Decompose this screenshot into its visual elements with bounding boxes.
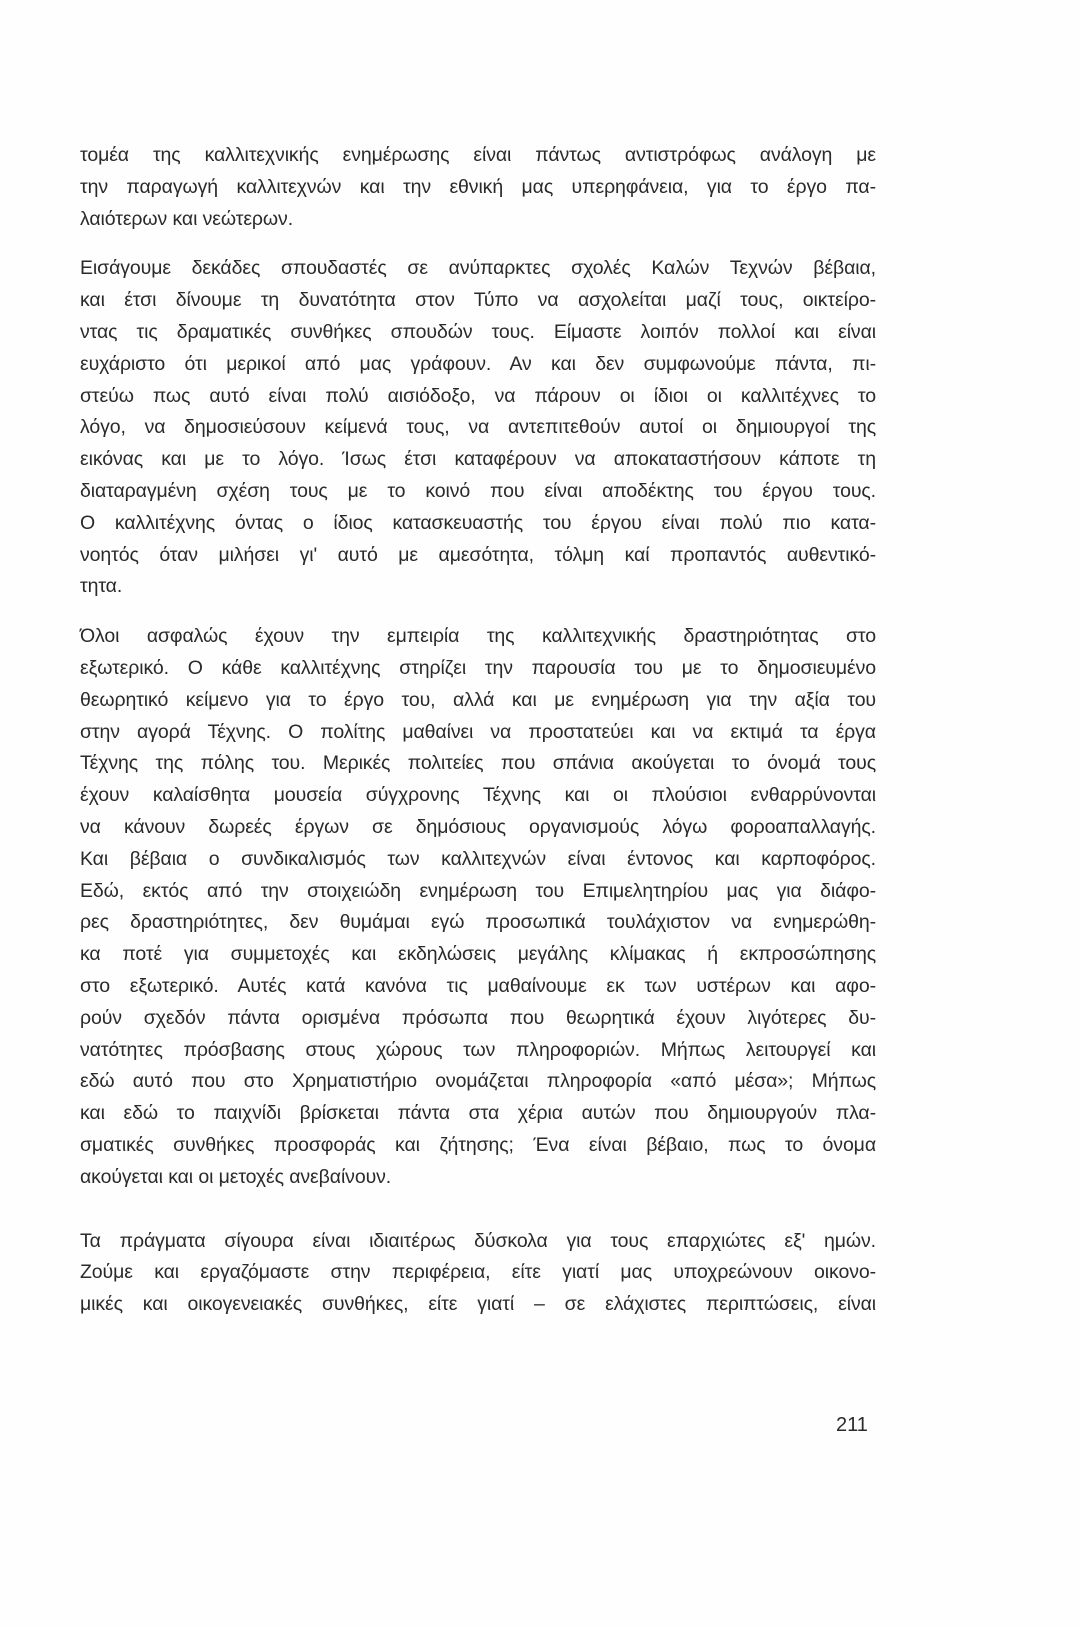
text-line: Και βέβαια ο συνδικαλισμός των καλλιτεχνών είναι έντονος και καρποφόρος.: [80, 847, 876, 870]
text-line: ακούγεται και οι μετοχές ανεβαίνουν.: [80, 1165, 392, 1188]
text-line: εδώ αυτό που στο Χρηματιστήριο ονομάζεται πληροφορία «από μέσα»; Μήπως: [80, 1070, 876, 1093]
text-line: Ο καλλιτέχνης όντας ο ίδιος κατασκευαστής του έργου είναι πολύ πιο κατα-: [80, 511, 876, 534]
text-line: νατότητες πρόσβασης στους χώρους των πληροφοριών. Μήπως λειτουργεί και: [80, 1038, 876, 1061]
text-line: έχουν καλαίσθητα μουσεία σύγχρονης Τέχνης και οι πλούσιοι ενθαρρύνονται: [80, 784, 876, 807]
text-line: ντας τις δραματικές συνθήκες σπουδών τους. Είμαστε λοιπόν πολλοί και είναι: [80, 320, 876, 343]
page-number: 211: [836, 1414, 868, 1436]
text-line: μικές και οικογενειακές συνθήκες, είτε γιατί – σε ελάχιστες περιπτώσεις, είναι: [80, 1293, 876, 1316]
text-line: λαιότερων και νεώτερων.: [80, 207, 294, 230]
text-line: στεύω πως αυτό είναι πολύ αισιόδοξο, να πάρουν οι ίδιοι οι καλλιτέχνες το: [80, 384, 876, 407]
text-line: την παραγωγή καλλιτεχνών και την εθνική μας υπερηφάνεια, για το έργο πα-: [80, 175, 876, 198]
text-line: Όλοι ασφαλώς έχουν την εμπειρία της καλλιτεχνικής δραστηριότητας στο: [80, 625, 876, 648]
text-line: ρούν σχεδόν πάντα ορισμένα πρόσωπα που θεωρητικά έχουν λιγότερες δυ-: [80, 1006, 876, 1029]
text-line: ευχάριστο ότι μερικοί από μας γράφουν. Αν και δεν συμφωνούμε πάντα, πι-: [80, 352, 876, 375]
text-line: Ζούμε και εργαζόμαστε στην περιφέρεια, είτε γιατί μας υποχρεώνουν οικονο-: [80, 1261, 876, 1284]
text-line: και έτσι δίνουμε τη δυνατότητα στον Τύπο να ασχολείται μαζί τους, οικτείρο-: [80, 289, 876, 312]
text-line: ρες δραστηριότητες, δεν θυμάμαι εγώ προσωπικά τουλάχιστον να ενημερώθη-: [80, 911, 876, 934]
paragraph-spacer: [80, 603, 876, 621]
paragraph-spacer: [80, 1194, 876, 1226]
paragraph: [80, 621, 876, 1193]
text-line: κα ποτέ για συμμετοχές και εκδηλώσεις μεγάλης κλίμακας ή εκπροσώπησης: [80, 943, 876, 966]
text-line: τητα.: [80, 575, 123, 598]
paragraph: [80, 1226, 876, 1321]
text-line: σματικές συνθήκες προσφοράς και ζήτησης; Ένα είναι βέβαιο, πως το όνομα: [80, 1133, 876, 1156]
text-line: και εδώ το παιχνίδι βρίσκεται πάντα στα χέρια αυτών που δημιουργούν πλα-: [80, 1102, 876, 1125]
document-body: [80, 140, 876, 1321]
text-line: νοητός όταν μιλήσει γι' αυτό με αμεσότητα, τόλμη καί προπαντός αυθεντικό-: [80, 543, 876, 566]
text-line: εξωτερικό. Ο κάθε καλλιτέχνης στηρίζει την παρουσία του με το δημοσιευμένο: [80, 656, 876, 679]
text-line: λόγο, να δημοσιεύσουν κείμενά τους, να αντεπιτεθούν αυτοί οι δημιουργοί της: [80, 416, 876, 439]
text-line: Τα πράγματα σίγουρα είναι ιδιαιτέρως δύσκολα για τους επαρχιώτες εξ' ημών.: [80, 1229, 876, 1252]
text-line: στην αγορά Τέχνης. Ο πολίτης μαθαίνει να προστατεύει και να εκτιμά τα έργα: [80, 720, 876, 743]
text-line: Εδώ, εκτός από την στοιχειώδη ενημέρωση του Επιμελητηρίου μας για διάφο-: [80, 879, 876, 902]
text-line: εικόνας και με το λόγο. Ίσως έτσι καταφέρουν να αποκαταστήσουν κάποτε τη: [80, 448, 876, 471]
paragraph-spacer: [80, 235, 876, 253]
text-line: Εισάγουμε δεκάδες σπουδαστές σε ανύπαρκτες σχολές Καλών Τεχνών βέβαια,: [80, 257, 876, 280]
text-line: διαταραγμένη σχέση τους με το κοινό που είναι αποδέκτης του έργου τους.: [80, 479, 876, 502]
paragraph: [80, 253, 876, 603]
paragraph: [80, 140, 876, 235]
text-line: να κάνουν δωρεές έργων σε δημόσιους οργανισμούς λόγω φοροαπαλλαγής.: [80, 815, 876, 838]
text-line: θεωρητικό κείμενο για το έργο του, αλλά και με ενημέρωση για την αξία του: [80, 688, 876, 711]
text-line: στο εξωτερικό. Αυτές κατά κανόνα τις μαθαίνουμε εκ των υστέρων και αφο-: [80, 974, 876, 997]
text-line: τομέα της καλλιτεχνικής ενημέρωσης είναι πάντως αντιστρόφως ανάλογη με: [80, 144, 876, 166]
text-line: Τέχνης της πόλης του. Μερικές πολιτείες που σπάνια ακούγεται το όνομά τους: [80, 752, 876, 775]
